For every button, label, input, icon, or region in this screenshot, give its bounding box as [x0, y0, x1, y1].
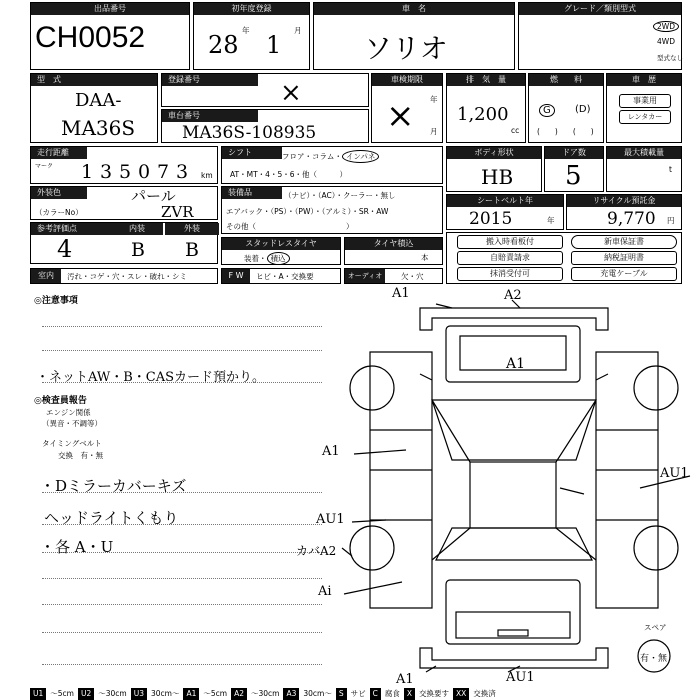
body-type-value: HB: [481, 165, 514, 189]
spare-tire-opt1: 装着: [244, 254, 259, 263]
wheel-rl: [350, 526, 394, 570]
reg-no-value: ×: [280, 78, 302, 108]
shift-label: シフト: [222, 147, 282, 159]
legend-key: C: [370, 688, 381, 700]
inspection-month-unit: 月: [430, 127, 438, 136]
grade-box: [518, 2, 682, 70]
displacement-unit: cc: [511, 126, 520, 135]
front-bumper: [420, 308, 608, 330]
tailgate: [446, 580, 580, 644]
fuel-label: 燃 料: [529, 74, 603, 86]
fw-value: ヒビ・A・交換要: [256, 272, 314, 281]
color-box: [30, 186, 218, 220]
damage-mark: A1: [392, 286, 410, 301]
legend-key: S: [336, 688, 347, 700]
wheel-rr: [634, 526, 678, 570]
auction-no-box: [30, 2, 190, 70]
color-label: 外装色: [31, 187, 87, 199]
damage-mark: AU1: [316, 512, 345, 527]
displacement-box: [446, 73, 526, 143]
wheel-fl: [350, 366, 394, 410]
first-reg-month: 1: [266, 31, 282, 59]
legend-key: U2: [78, 688, 94, 700]
legend-key: U1: [30, 688, 46, 700]
usage-opt-business: 事業用: [619, 94, 671, 108]
usage-opt-rental: レンタカー: [619, 110, 671, 124]
capacity-box: [606, 146, 682, 192]
fuel-box: [528, 73, 604, 143]
equipment-label: 装備品: [222, 187, 282, 199]
fw-box: [221, 268, 341, 284]
usage-box: [606, 73, 682, 143]
shift-row2: AT・MT・4・5・6・他（ ）: [230, 170, 347, 179]
spare-tire-opt2: 積込: [267, 252, 290, 265]
grade-opt-none: 型式なし: [657, 54, 683, 62]
spare-tire-box: [221, 237, 341, 265]
model-box: [30, 73, 158, 143]
interior-label: 室内: [31, 269, 61, 283]
capacity-label: 最大積載量: [607, 147, 681, 159]
rear-bumper: [420, 648, 608, 668]
chassis-label: 車台番号: [162, 110, 258, 122]
left-body: [370, 352, 432, 608]
model-line2: MA36S: [61, 116, 136, 140]
legend-value: 腐食: [384, 689, 400, 698]
damage-mark: A2: [504, 288, 522, 303]
fuel-opt-g-text: G: [539, 104, 555, 117]
right-body: [596, 352, 658, 608]
audio-label: オーディオ: [345, 269, 385, 283]
inspector-line: [42, 578, 322, 579]
engine-label: エンジン関係: [46, 408, 91, 417]
inspector-note-2: ヘッドライトくもり: [44, 509, 179, 527]
legend-value: サビ: [350, 689, 366, 698]
docs-box: [446, 232, 682, 284]
damage-mark: A1: [396, 672, 414, 687]
model-label: 型 式: [31, 74, 157, 86]
inspection-box: [371, 73, 443, 143]
inspector-line: [42, 632, 322, 633]
mileage-mark: マーク: [35, 163, 54, 170]
first-reg-year: 28: [208, 31, 239, 59]
chassis-box: [161, 109, 369, 143]
spare-tire-opts: 装着・ 積込: [244, 252, 290, 265]
mileage-box: [30, 146, 218, 184]
spare-value: 有・無: [640, 654, 668, 664]
damage-mark: A1: [322, 444, 340, 459]
legend-bar: [30, 688, 700, 700]
legend-value: 30cm～: [150, 689, 180, 698]
fuel-opt-d-text: D: [578, 104, 587, 115]
doc-cable: 充電ケーブル: [571, 267, 677, 281]
inspection-value: ×: [386, 96, 415, 136]
interior-value: 汚れ・コゲ・穴・スレ・破れ・シミ: [67, 272, 187, 281]
hood: [446, 326, 580, 382]
score-label: 参考評価点: [31, 223, 113, 235]
shift-opt-floor: フロア: [282, 152, 305, 161]
first-reg-box: [193, 2, 310, 70]
shift-row1: フロア・コラム・ インパネ: [282, 150, 379, 163]
score-value: 4: [57, 235, 73, 263]
equipment-box: [221, 186, 443, 234]
fuel-opt-d: (D): [575, 104, 591, 115]
spare-label: スペア: [644, 623, 667, 632]
color-code-label: （カラーNo）: [35, 208, 83, 217]
grade-opt-2wd: [653, 21, 679, 32]
fw-label: F W: [222, 269, 250, 283]
seatbelt-value: 2015: [469, 209, 513, 229]
body-type-label: ボディ形状: [447, 147, 541, 159]
notes-line: [42, 350, 322, 351]
capacity-unit: t: [669, 165, 672, 174]
score-int-label: 内装: [111, 223, 163, 235]
mileage-unit: km: [201, 171, 213, 180]
mileage-digit: 7: [157, 161, 170, 183]
equipment-row3: その他（ ）: [226, 222, 354, 231]
color-code: ZVR: [161, 203, 194, 221]
car-name-label: 車 名: [314, 3, 514, 15]
rear-window: [436, 528, 592, 560]
legend-value: 交換要す: [419, 689, 450, 698]
tire-load-unit: 本: [421, 253, 429, 262]
score-ext-label: 外装: [165, 223, 219, 235]
legend-value: ～30cm: [98, 689, 127, 698]
shift-box: [221, 146, 443, 184]
legend-key: U3: [131, 688, 147, 700]
fuel-opt-g: [539, 104, 555, 117]
wheel-fr: [634, 366, 678, 410]
tire-load-box: [344, 237, 443, 265]
doc-warranty: 新車保証書: [571, 235, 677, 249]
doors-label: ドア数: [545, 147, 603, 159]
inspector-line: [42, 604, 322, 605]
shift-opt-column: コラム: [312, 152, 335, 161]
doc-massho: 抹消受付可: [457, 267, 563, 281]
recycle-box: [566, 194, 682, 230]
car-name-box: [313, 2, 515, 70]
first-reg-label: 初年度登録: [194, 3, 309, 15]
displacement-label: 排 気 量: [447, 74, 525, 86]
windshield: [432, 400, 596, 460]
fuel-paren-row: ( ) ( ): [537, 127, 594, 136]
shift-opt-inpane: インパネ: [342, 150, 379, 163]
legend-value: ～5cm: [203, 689, 228, 698]
legend-key: XX: [453, 688, 469, 700]
mileage-digit: 3: [100, 161, 113, 183]
equipment-row2: エアバック・（PS）・（PW）・（アルミ）・SR・AW: [226, 207, 389, 216]
legend-key: A3: [283, 688, 299, 700]
inspector-line: [42, 664, 322, 665]
seatbelt-label: シートベルト年: [447, 195, 563, 207]
notes-label: ◎注意事項: [34, 296, 78, 306]
notes-text: ・ネットAW・B・CASカード預かり。: [36, 370, 266, 385]
doc-hannyu: 搬入時看板付: [457, 235, 563, 249]
mileage-digit: 0: [138, 161, 151, 183]
damage-mark: カバA2: [296, 544, 337, 558]
interior-box: [30, 268, 218, 284]
mileage-digit: 3: [176, 161, 189, 183]
legend-value: 交換済: [473, 689, 496, 698]
reg-no-label: 登録番号: [162, 74, 258, 86]
equipment-row1: （ナビ）・（AC）・クーラー・無し: [284, 191, 396, 200]
inspector-note-1: ・Dミラーカバーキズ: [40, 477, 187, 495]
damage-mark: AU1: [506, 670, 535, 685]
score-box: [30, 222, 218, 264]
roof: [470, 462, 556, 528]
chassis-value: MA36S-108935: [182, 123, 317, 143]
legend-key: A1: [183, 688, 199, 700]
grade-opt-4wd: 4WD: [657, 37, 675, 46]
first-reg-month-unit: 月: [294, 26, 302, 35]
damage-mark: A1: [506, 356, 526, 372]
grade-label: グレード／類別型式: [519, 3, 681, 15]
legend-value: 30cm～: [303, 689, 332, 698]
legend-value: ～30cm: [250, 689, 280, 698]
recycle-label: リサイクル預託金: [567, 195, 681, 207]
displacement-value: 1,200: [457, 104, 509, 125]
auction-no-label: 出品番号: [31, 3, 189, 15]
car-name-value: ソリオ: [364, 32, 448, 65]
recycle-unit: 円: [667, 216, 675, 225]
notes-line: [42, 326, 322, 327]
mileage-label: 走行距離: [31, 147, 87, 159]
damage-mark: Ai: [318, 584, 332, 599]
seatbelt-unit: 年: [547, 216, 555, 225]
tire-load-label: タイヤ積込: [345, 238, 442, 250]
damage-mark: AU1: [660, 466, 689, 481]
doors-value: 5: [565, 161, 582, 191]
doc-tax: 納税証明書: [571, 251, 677, 265]
body-type-box: [446, 146, 542, 192]
timing-label: タイミングベルト: [42, 439, 102, 448]
usage-label: 車 歴: [607, 74, 681, 86]
first-reg-year-unit: 年: [242, 26, 250, 35]
model-line1: DAA-: [75, 90, 122, 111]
reg-no-box: [161, 73, 369, 107]
mileage-digit: 1: [81, 161, 94, 183]
inspector-label: ◎検査員報告: [34, 396, 87, 406]
doc-jibaiseki: 自賠責請求: [457, 251, 563, 265]
score-ext-value: B: [185, 239, 199, 261]
seatbelt-box: [446, 194, 564, 230]
timing-sub: 交換 有・無: [58, 451, 103, 460]
inspector-note-3: ・各 A・U: [40, 538, 114, 556]
legend-value: ～5cm: [50, 689, 74, 698]
mileage-digit: 5: [119, 161, 132, 183]
auction-no-value: CH0052: [35, 21, 146, 54]
grade-opt-2wd-text: 2WD: [653, 21, 679, 32]
inspection-year-unit: 年: [430, 95, 438, 104]
audio-value: 欠・穴: [401, 272, 424, 281]
engine-sub: （異音・不調等）: [42, 419, 102, 428]
legend-key: A2: [231, 688, 247, 700]
score-int-value: B: [131, 239, 145, 261]
inspection-label: 車検期限: [372, 74, 442, 86]
doors-box: [544, 146, 604, 192]
audio-box: [344, 268, 443, 284]
recycle-value: 9,770: [607, 209, 656, 229]
color-value: パール: [131, 187, 176, 205]
legend-key: X: [404, 688, 415, 700]
spare-tire-label: スタッドレスタイヤ: [222, 238, 340, 250]
